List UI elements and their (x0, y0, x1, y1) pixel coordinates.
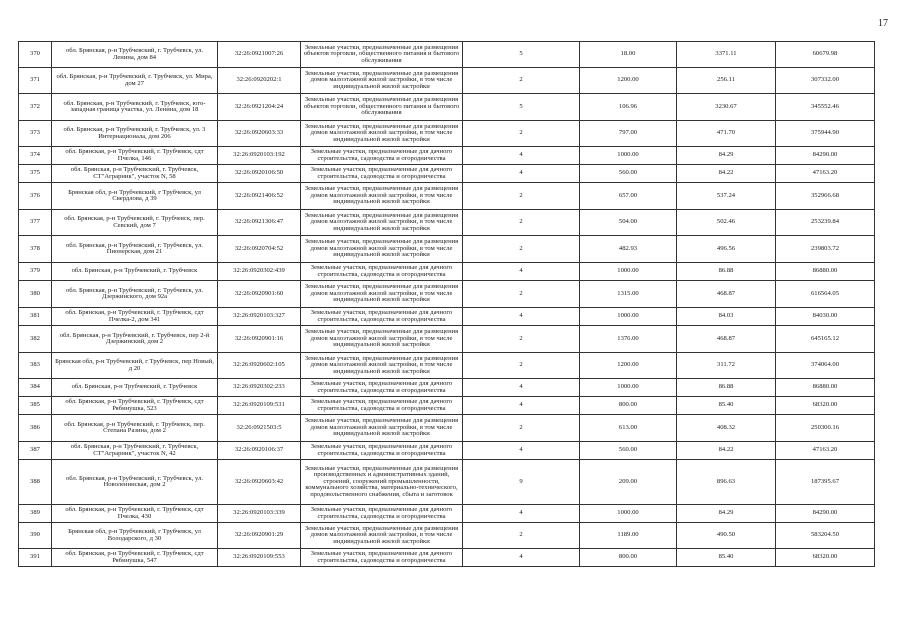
row-number: 380 (19, 281, 52, 308)
row-number: 390 (19, 523, 52, 549)
use-group-cell: 5 (463, 42, 580, 68)
specific-value-cell: 502.46 (677, 210, 776, 236)
area-cell: 797.00 (580, 121, 677, 147)
area-cell: 657.00 (580, 183, 677, 210)
specific-value-cell: 84.22 (677, 165, 776, 183)
address-cell: обл. Брянская, р-н Трубчевский, г. Трубчевск, сдт Рябинушка, 547 (52, 549, 218, 567)
table-row (19, 121, 875, 147)
use-group-cell: 4 (463, 505, 580, 523)
land-use-type-cell: Земельные участки, предназначенные для дачного строительства, садоводства и огородничества (301, 397, 463, 415)
land-use-type-cell: Земельные участки, предназначенные для дачного строительства, садоводства и огородничества (301, 442, 463, 460)
cadastral-value-cell: 583204.50 (776, 523, 875, 549)
use-group-cell: 4 (463, 147, 580, 165)
use-group-cell: 4 (463, 379, 580, 397)
address-cell: обл. Брянская, р-н Трубчевский, г. Трубчевск, пер 2-й Дзержинский, дом 2 (52, 326, 218, 353)
specific-value-cell: 471.70 (677, 121, 776, 147)
land-use-type-cell: Земельные участки, предназначенные для размещения домов малоэтажной жилой застройки, в том числе индивидуальной жилой застройки (301, 68, 463, 94)
cadastral-value-cell: 86880.00 (776, 263, 875, 281)
specific-value-cell: 490.50 (677, 523, 776, 549)
cadastral-value-cell: 187395.67 (776, 460, 875, 505)
specific-value-cell: 3371.11 (677, 42, 776, 68)
specific-value-cell: 3230.67 (677, 94, 776, 121)
cadastral-number-cell: 32:26:0920106:50 (218, 165, 301, 183)
area-cell: 482.93 (580, 236, 677, 263)
specific-value-cell: 896.63 (677, 460, 776, 505)
row-number: 375 (19, 165, 52, 183)
specific-value-cell: 85.40 (677, 397, 776, 415)
specific-value-cell: 537.24 (677, 183, 776, 210)
land-use-type-cell: Земельные участки, предназначенные для размещения домов малоэтажной жилой застройки, в том числе индивидуальной жилой застройки (301, 121, 463, 147)
address-cell: обл. Брянская, р-н Трубчевский, г. Трубчевск, сдт Пчелка, 430 (52, 505, 218, 523)
area-cell: 1000.00 (580, 308, 677, 326)
land-use-type-cell: Земельные участки, предназначенные для размещения домов малоэтажной жилой застройки, в том числе индивидуальной жилой застройки (301, 326, 463, 353)
cadastral-number-cell: 32:26:0920106:37 (218, 442, 301, 460)
row-number: 385 (19, 397, 52, 415)
address-cell: обл. Брянская, р-н Трубчевский, г. Трубчевск, юго-западная граница участка, ул. Ленина, дом 18 (52, 94, 218, 121)
table-row (19, 42, 875, 68)
use-group-cell: 2 (463, 121, 580, 147)
area-cell: 18.00 (580, 42, 677, 68)
cadastral-number-cell: 32:26:0921007:26 (218, 42, 301, 68)
row-number: 383 (19, 353, 52, 379)
address-cell: обл. Брянская, р-н Трубчевский, г. Трубчевск, ул. Новоленинская, дом 2 (52, 460, 218, 505)
table-row (19, 549, 875, 567)
cadastral-value-cell: 47163.20 (776, 442, 875, 460)
row-number: 370 (19, 42, 52, 68)
specific-value-cell: 84.29 (677, 147, 776, 165)
cadastral-number-cell: 32:26:0920603:42 (218, 460, 301, 505)
land-use-type-cell: Земельные участки, предназначенные для размещения производственных и административных зданий, строений, сооружений промышленности, коммунального хозяйства, материально-технического, продовольственного снабжения, сбыта и заготовок (301, 460, 463, 505)
address-cell: обл. Брянская, р-н Трубчевский, г. Трубчевск, ул. Ленина, дом 84 (52, 42, 218, 68)
address-cell: обл. Брянская, р-н Трубчевский, г. Трубчевск (52, 379, 218, 397)
address-cell: Брянская обл, р-н Трубчевский, г Трубчевск, ул Свердлова, д 39 (52, 183, 218, 210)
area-cell: 800.00 (580, 549, 677, 567)
cadastral-value-cell: 84290.00 (776, 147, 875, 165)
cadastral-number-cell: 32:26:0920202:1 (218, 68, 301, 94)
specific-value-cell: 468.87 (677, 281, 776, 308)
cadastral-number-cell: 32:26:0920704:52 (218, 236, 301, 263)
address-cell: обл. Брянская, р-н Трубчевский, г. Трубчевск, пер. Севский, дом 7 (52, 210, 218, 236)
table-row (19, 353, 875, 379)
land-use-type-cell: Земельные участки, предназначенные для дачного строительства, садоводства и огородничества (301, 147, 463, 165)
use-group-cell: 4 (463, 442, 580, 460)
address-cell: обл. Брянская, р-н Трубчевский, г. Трубчевск, пер. Степана Разина, дом 2 (52, 415, 218, 442)
use-group-cell: 2 (463, 236, 580, 263)
address-cell: обл. Брянская, р-н Трубчевский, г. Трубчевск, ул. 3 Интернационала, дом 206 (52, 121, 218, 147)
table-row (19, 263, 875, 281)
row-number: 389 (19, 505, 52, 523)
cadastral-value-cell: 645165.12 (776, 326, 875, 353)
address-cell: Брянская обл, р-н Трубчевский, г Трубчевск, ул Володарского, д 30 (52, 523, 218, 549)
land-use-type-cell: Земельные участки, предназначенные для дачного строительства, садоводства и огородничества (301, 379, 463, 397)
cadastral-value-cell: 47163.20 (776, 165, 875, 183)
address-cell: обл. Брянская, р-н Трубчевский, г. Трубчевск, сдт Пчелка-2, дом 341 (52, 308, 218, 326)
cadastral-value-cell: 250300.16 (776, 415, 875, 442)
row-number: 376 (19, 183, 52, 210)
land-use-type-cell: Земельные участки, предназначенные для дачного строительства, садоводства и огородничества (301, 308, 463, 326)
area-cell: 560.00 (580, 442, 677, 460)
row-number: 388 (19, 460, 52, 505)
area-cell: 1000.00 (580, 505, 677, 523)
table-row (19, 281, 875, 308)
land-use-type-cell: Земельные участки, предназначенные для размещения домов малоэтажной жилой застройки, в том числе индивидуальной жилой застройки (301, 183, 463, 210)
table-row (19, 379, 875, 397)
address-cell: обл. Брянская, р-н Трубчевский, г. Трубчевск, ул. Мира, дом 27 (52, 68, 218, 94)
land-use-type-cell: Земельные участки, предназначенные для размещения домов малоэтажной жилой застройки, в том числе индивидуальной жилой застройки (301, 210, 463, 236)
area-cell: 1000.00 (580, 263, 677, 281)
specific-value-cell: 84.03 (677, 308, 776, 326)
specific-value-cell: 84.22 (677, 442, 776, 460)
land-use-type-cell: Земельные участки, предназначенные для дачного строительства, садоводства и огородничества (301, 549, 463, 567)
row-number: 386 (19, 415, 52, 442)
cadastral-value-cell: 84290.00 (776, 505, 875, 523)
row-number: 387 (19, 442, 52, 460)
land-use-type-cell: Земельные участки, предназначенные для размещения объектов торговли, общественного питания и бытового обслуживания (301, 94, 463, 121)
land-use-type-cell: Земельные участки, предназначенные для размещения домов малоэтажной жилой застройки, в том числе индивидуальной жилой застройки (301, 523, 463, 549)
use-group-cell: 4 (463, 549, 580, 567)
area-cell: 1315.00 (580, 281, 677, 308)
table-row (19, 183, 875, 210)
cadastral-value-cell: 375944.90 (776, 121, 875, 147)
table-row (19, 460, 875, 505)
use-group-cell: 4 (463, 263, 580, 281)
cadastral-number-cell: 32:26:0921406:52 (218, 183, 301, 210)
table-row (19, 147, 875, 165)
specific-value-cell: 311.72 (677, 353, 776, 379)
address-cell: Брянская обл, р-н Трубчевский, г Трубчевск, пер Новый, д 20 (52, 353, 218, 379)
address-cell: обл. Брянская, р-н Трубчевский, г. Трубчевск, сдт Пчелка, 146 (52, 147, 218, 165)
cadastral-number-cell: 32:26:0920602:105 (218, 353, 301, 379)
specific-value-cell: 256.11 (677, 68, 776, 94)
use-group-cell: 4 (463, 397, 580, 415)
area-cell: 1189.00 (580, 523, 677, 549)
address-cell: обл. Брянская, р-н Трубчевский, г. Трубчевск, сдт Рябинушка, 523 (52, 397, 218, 415)
address-cell: обл. Брянская, р-н Трубчевский, г. Трубчевск, ул. Дзержинского, дом 92а (52, 281, 218, 308)
area-cell: 800.00 (580, 397, 677, 415)
table-row (19, 442, 875, 460)
specific-value-cell: 86.88 (677, 379, 776, 397)
use-group-cell: 5 (463, 94, 580, 121)
cadastral-number-cell: 32:26:0920103:192 (218, 147, 301, 165)
land-use-type-cell: Земельные участки, предназначенные для размещения домов малоэтажной жилой застройки, в том числе индивидуальной жилой застройки (301, 281, 463, 308)
address-cell: обл. Брянская, р-н Трубчевский, г. Трубчевск, СТ"Аграрник", участок N, 58 (52, 165, 218, 183)
row-number: 382 (19, 326, 52, 353)
use-group-cell: 2 (463, 415, 580, 442)
cadastral-value-cell: 307332.00 (776, 68, 875, 94)
cadastral-number-cell: 32:26:0921306:47 (218, 210, 301, 236)
row-number: 391 (19, 549, 52, 567)
table-row (19, 210, 875, 236)
area-cell: 106.96 (580, 94, 677, 121)
land-use-type-cell: Земельные участки, предназначенные для размещения домов малоэтажной жилой застройки, в том числе индивидуальной жилой застройки (301, 415, 463, 442)
cadastral-value-cell: 374064.00 (776, 353, 875, 379)
address-cell: обл. Брянская, р-н Трубчевский, г. Трубчевск, СТ"Аграрник", участок N, 42 (52, 442, 218, 460)
cadastral-value-cell: 86880.00 (776, 379, 875, 397)
land-use-type-cell: Земельные участки, предназначенные для размещения объектов торговли, общественного питания и бытового обслуживания (301, 42, 463, 68)
row-number: 371 (19, 68, 52, 94)
table-row (19, 308, 875, 326)
land-use-type-cell: Земельные участки, предназначенные для дачного строительства, садоводства и огородничества (301, 165, 463, 183)
table-row (19, 68, 875, 94)
area-cell: 560.00 (580, 165, 677, 183)
cadastral-value-cell: 345552.46 (776, 94, 875, 121)
table-body (19, 42, 875, 567)
table-row (19, 236, 875, 263)
area-cell: 1200.00 (580, 68, 677, 94)
address-cell: обл. Брянская, р-н Трубчевский, г. Трубчевск (52, 263, 218, 281)
use-group-cell: 9 (463, 460, 580, 505)
table-row (19, 505, 875, 523)
cadastral-value-cell: 352966.68 (776, 183, 875, 210)
land-use-type-cell: Земельные участки, предназначенные для размещения домов малоэтажной жилой застройки, в том числе индивидуальной жилой застройки (301, 353, 463, 379)
use-group-cell: 4 (463, 308, 580, 326)
cadastral-number-cell: 32:26:0920103:339 (218, 505, 301, 523)
cadastral-number-cell: 32:26:0920901:60 (218, 281, 301, 308)
use-group-cell: 2 (463, 281, 580, 308)
specific-value-cell: 496.56 (677, 236, 776, 263)
specific-value-cell: 468.87 (677, 326, 776, 353)
use-group-cell: 4 (463, 165, 580, 183)
use-group-cell: 2 (463, 68, 580, 94)
use-group-cell: 2 (463, 353, 580, 379)
cadastral-number-cell: 32:26:0920103:327 (218, 308, 301, 326)
cadastral-number-cell: 32:26:0920109:553 (218, 549, 301, 567)
area-cell: 613.00 (580, 415, 677, 442)
cadastral-value-cell: 239803.72 (776, 236, 875, 263)
cadastral-number-cell: 32:26:0921204:24 (218, 94, 301, 121)
page-number: 17 (878, 18, 888, 29)
use-group-cell: 2 (463, 326, 580, 353)
cadastral-value-table (18, 41, 875, 567)
land-use-type-cell: Земельные участки, предназначенные для размещения домов малоэтажной жилой застройки, в том числе индивидуальной жилой застройки (301, 236, 463, 263)
area-cell: 1000.00 (580, 147, 677, 165)
specific-value-cell: 408.32 (677, 415, 776, 442)
area-cell: 504.00 (580, 210, 677, 236)
row-number: 379 (19, 263, 52, 281)
cadastral-value-cell: 60679.98 (776, 42, 875, 68)
cadastral-number-cell: 32:26:0920901:29 (218, 523, 301, 549)
land-use-type-cell: Земельные участки, предназначенные для дачного строительства, садоводства и огородничества (301, 263, 463, 281)
cadastral-number-cell: 32:26:0920109:531 (218, 397, 301, 415)
area-cell: 1200.00 (580, 353, 677, 379)
row-number: 381 (19, 308, 52, 326)
table-row (19, 326, 875, 353)
row-number: 372 (19, 94, 52, 121)
table-row (19, 415, 875, 442)
address-cell: обл. Брянская, р-н Трубчевский, г. Трубчевск, ул. Пионерская, дом 21 (52, 236, 218, 263)
use-group-cell: 2 (463, 210, 580, 236)
use-group-cell: 2 (463, 183, 580, 210)
row-number: 384 (19, 379, 52, 397)
cadastral-number-cell: 32:26:0920302:233 (218, 379, 301, 397)
area-cell: 1000.00 (580, 379, 677, 397)
cadastral-value-cell: 68320.00 (776, 397, 875, 415)
cadastral-value-cell: 84030.00 (776, 308, 875, 326)
cadastral-value-cell: 68320.00 (776, 549, 875, 567)
cadastral-number-cell: 32:26:0920302:439 (218, 263, 301, 281)
table-row (19, 523, 875, 549)
area-cell: 1376.00 (580, 326, 677, 353)
row-number: 373 (19, 121, 52, 147)
cadastral-value-cell: 253239.84 (776, 210, 875, 236)
specific-value-cell: 86.88 (677, 263, 776, 281)
row-number: 374 (19, 147, 52, 165)
land-use-type-cell: Земельные участки, предназначенные для дачного строительства, садоводства и огородничества (301, 505, 463, 523)
cadastral-number-cell: 32:26:0920603:33 (218, 121, 301, 147)
specific-value-cell: 84.29 (677, 505, 776, 523)
table-row (19, 397, 875, 415)
row-number: 377 (19, 210, 52, 236)
cadastral-number-cell: 32:26:0921503:5 (218, 415, 301, 442)
table-row (19, 165, 875, 183)
area-cell: 209.00 (580, 460, 677, 505)
table-row (19, 94, 875, 121)
cadastral-number-cell: 32:26:0920901:16 (218, 326, 301, 353)
row-number: 378 (19, 236, 52, 263)
use-group-cell: 2 (463, 523, 580, 549)
specific-value-cell: 85.40 (677, 549, 776, 567)
cadastral-value-cell: 616564.05 (776, 281, 875, 308)
